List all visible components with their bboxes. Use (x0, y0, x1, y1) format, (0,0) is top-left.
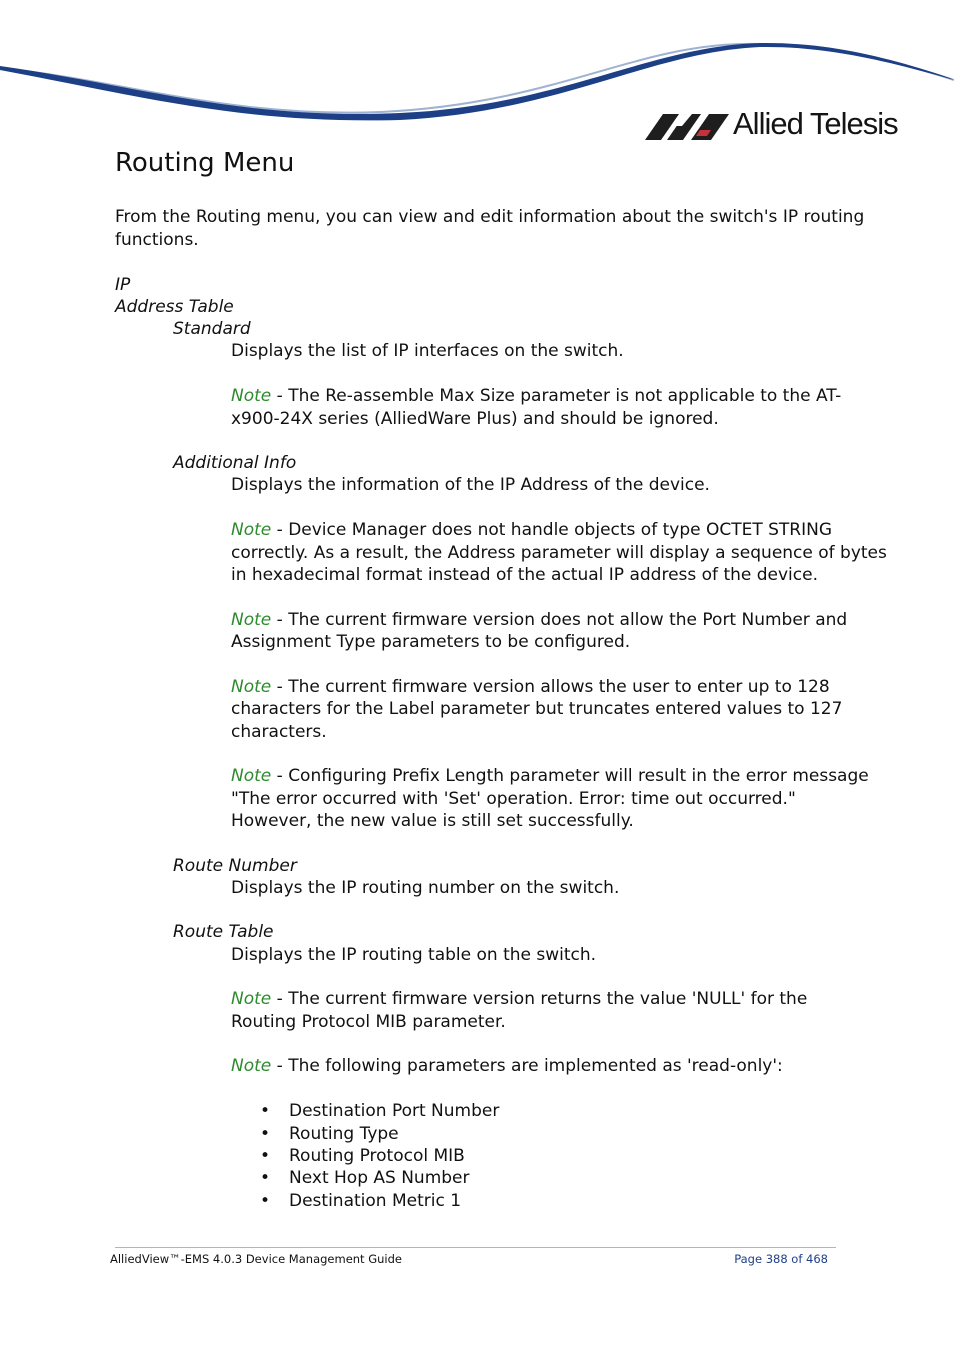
route-table-note-1-line-2: Routing Protocol MIB parameter. (231, 1012, 506, 1032)
brand-mark-icon (645, 114, 729, 140)
note-text: - Device Manager does not handle objects of type OCTET STRING (271, 520, 833, 540)
note-label: Note (231, 677, 272, 697)
route-table-note-2-line-1 (231, 1055, 783, 1078)
note-text: - The Re-assemble Max Size parameter is not applicable to the AT- (271, 386, 842, 406)
list-item: Next Hop AS Number (289, 1168, 470, 1188)
heading-standard: Standard (173, 319, 251, 339)
bullet-icon: • (260, 1168, 271, 1188)
heading-additional-info: Additional Info (173, 453, 297, 473)
note-label: Note (231, 989, 272, 1009)
note-text: - The current firmware version returns the value 'NULL' for the (271, 989, 808, 1009)
brand-name: Allied Telesis (733, 106, 898, 141)
heading-route-table: Route Table (173, 922, 274, 942)
route-table-description: Displays the IP routing table on the switch. (231, 945, 597, 965)
page-title: Routing Menu (115, 148, 295, 178)
footer-divider (115, 1247, 836, 1248)
list-item: Destination Metric 1 (289, 1191, 462, 1211)
bullet-icon: • (260, 1146, 271, 1166)
additional-note-4-line-3: However, the new value is still set successfully. (231, 811, 634, 831)
additional-note-2-line-1 (231, 609, 847, 632)
note-label: Note (231, 610, 272, 630)
footer-guide-title: AlliedView™-EMS 4.0.3 Device Management Guide (110, 1252, 402, 1266)
section-heading-ip: IP (115, 275, 131, 295)
standard-description: Displays the list of IP interfaces on the switch. (231, 341, 624, 361)
list-item: Routing Protocol MIB (289, 1146, 465, 1166)
note-label: Note (231, 386, 272, 406)
intro-text-line-1: From the Routing menu, you can view and edit information about the switch's IP routing (115, 207, 865, 227)
heading-route-number: Route Number (173, 856, 297, 876)
additional-note-1-line-3: in hexadecimal format instead of the actual IP address of the device. (231, 565, 818, 585)
footer-page-number: Page 388 of 468 (734, 1252, 828, 1266)
route-table-note-1-line-1 (231, 988, 807, 1011)
standard-note-line-1 (231, 385, 841, 408)
additional-note-1-line-1 (231, 519, 832, 542)
note-label: Note (231, 766, 272, 786)
list-item: Routing Type (289, 1124, 399, 1144)
standard-note-line-2: x900-24X series (AlliedWare Plus) and should be ignored. (231, 409, 719, 429)
subsection-heading-address-table: Address Table (115, 297, 234, 317)
bullet-icon: • (260, 1191, 271, 1211)
bullet-icon: • (260, 1124, 271, 1144)
intro-text-line-2: functions. (115, 230, 199, 250)
note-text: - The current firmware version does not allow the Port Number and (271, 610, 848, 630)
note-text: - The following parameters are implemented as 'read-only': (271, 1056, 783, 1076)
additional-note-1-line-2: correctly. As a result, the Address parameter will display a sequence of bytes (231, 543, 887, 563)
additional-note-3-line-1 (231, 676, 830, 699)
list-item: Destination Port Number (289, 1101, 500, 1121)
additional-info-description: Displays the information of the IP Address of the device. (231, 475, 710, 495)
bullet-icon: • (260, 1101, 271, 1121)
additional-note-2-line-2: Assignment Type parameters to be configured. (231, 632, 631, 652)
additional-note-3-line-2: characters for the Label parameter but truncates entered values to 127 (231, 699, 843, 719)
note-text: - The current firmware version allows the user to enter up to 128 (271, 677, 830, 697)
additional-note-3-line-3: characters. (231, 722, 327, 742)
note-label: Note (231, 1056, 272, 1076)
allied-telesis-logo (645, 106, 905, 146)
note-label: Note (231, 520, 272, 540)
additional-note-4-line-2: "The error occurred with 'Set' operation. Error: time out occurred." (231, 789, 796, 809)
route-number-description: Displays the IP routing number on the switch. (231, 878, 620, 898)
note-text: - Configuring Prefix Length parameter will result in the error message (271, 766, 869, 786)
additional-note-4-line-1 (231, 765, 869, 788)
